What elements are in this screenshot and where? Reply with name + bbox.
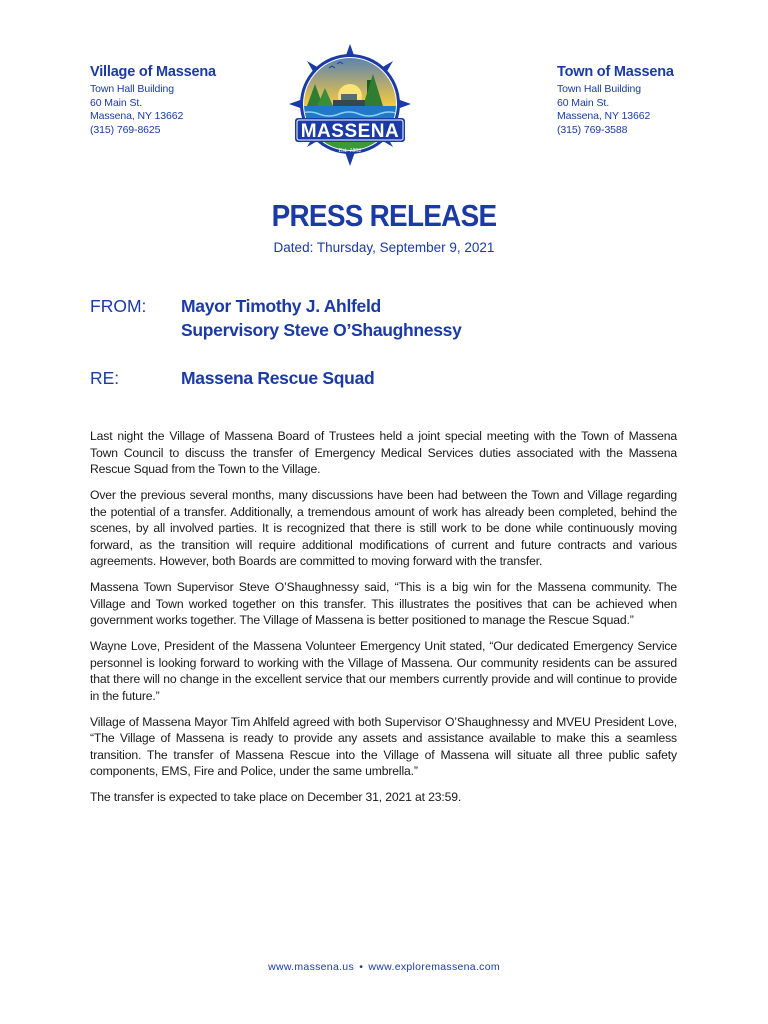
letterhead-town-street: 60 Main St.: [557, 96, 610, 109]
paragraph: Over the previous several months, many discussions have been had between the Town and Village regarding the potential of a transfer. Additionally, a tremendous amount of work has already been completed, behind the scenes, by all involved parties. It is recognized that there is still work to be done while continuously moving forward, as the transition will require additional modifications of current and future contracts and various agreements. However, both Boards are committed to moving forward with the transfer.: [90, 488, 677, 568]
letterhead-town-building: Town Hall Building: [557, 83, 641, 95]
re-subject: Massena Rescue Squad: [181, 368, 375, 388]
logo-est: Est. 1802: [338, 148, 362, 154]
footer-link-explore[interactable]: www.exploremassena.com: [368, 961, 500, 973]
paragraph: Wayne Love, President of the Massena Volunteer Emergency Unit stated, “Our dedicated Emergency Service personnel is looking forward to working with the Village of Massena. Our community residents can be assured that there will no change in the excellent service that our members currently provide and will continue to provide in the future.”: [90, 639, 677, 703]
letterhead-town-phone: (315) 769-3588: [557, 123, 628, 136]
logo-name: MASSENA: [300, 121, 400, 142]
letterhead-village-building: Town Hall Building: [90, 83, 174, 95]
letterhead-village-name: Village of Massena: [90, 64, 216, 80]
paragraph: Massena Town Supervisor Steve O’Shaughnessy said, “This is a big win for the Massena community. The Village and Town worked together on this transfer. This illustrates the positives that can be achieved when government works together. The Village of Massena is better positioned to manage the Rescue Squad.”: [90, 580, 677, 627]
letterhead-town: [557, 64, 757, 137]
page-title: PRESS RELEASE: [271, 198, 497, 233]
paragraph: The transfer is expected to take place on December 31, 2021 at 23:59.: [90, 790, 462, 804]
press-release-body: [90, 428, 677, 815]
letterhead-village-phone: (315) 769-8625: [90, 123, 161, 136]
paragraph: Village of Massena Mayor Tim Ahlfeld agreed with both Supervisor O’Shaughnessy and MVEU President Love, “The Village of Massena is ready to provide any assets and assistance available to make this a seamless transition. The transfer of Massena Rescue into the Village of Massena will situate all three public safety components, EMS, Fire and Police, under the same umbrella.”: [90, 714, 677, 778]
footer-links: [0, 961, 768, 973]
letterhead-village-city: Massena, NY 13662: [90, 110, 184, 122]
letterhead-town-city: Massena, NY 13662: [557, 110, 651, 122]
massena-seal-logo: [289, 44, 411, 166]
release-date: Dated: Thursday, September 9, 2021: [273, 240, 495, 255]
footer-link-massena[interactable]: www.massena.us: [268, 961, 354, 973]
footer-separator: •: [359, 961, 364, 973]
letterhead-village: [90, 64, 290, 137]
letterhead-village-street: 60 Main St.: [90, 96, 143, 109]
from-supervisor: Supervisory Steve O’Shaughnessy: [181, 320, 462, 340]
letterhead-town-name: Town of Massena: [557, 64, 674, 80]
from-mayor: Mayor Timothy J. Ahlfeld: [181, 296, 381, 316]
paragraph: Last night the Village of Massena Board of Trustees held a joint special meeting with the Town of Massena Town Council to discuss the transfer of Emergency Medical Services duties associated with the Massena Rescue Squad from the Town to the Village.: [90, 429, 677, 476]
from-label: FROM:: [90, 296, 147, 316]
re-label: RE:: [90, 368, 120, 388]
